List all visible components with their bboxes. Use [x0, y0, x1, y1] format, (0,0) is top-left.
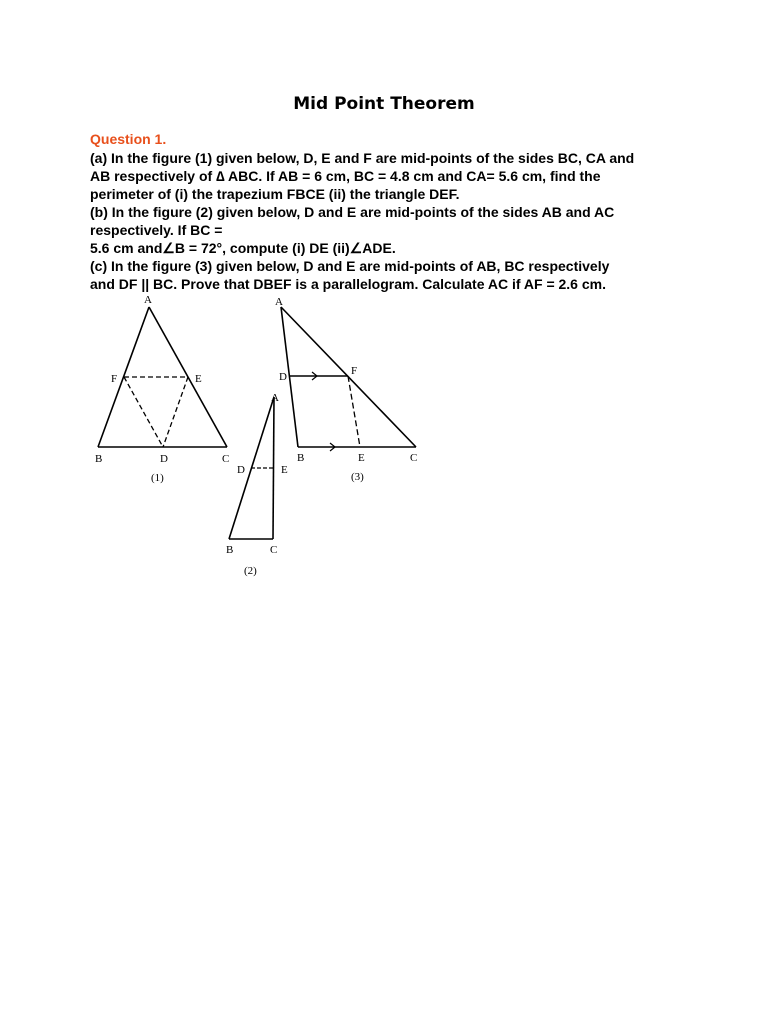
fig3-label-b: B [297, 452, 305, 464]
figure-2 [229, 397, 274, 539]
figure-3 [281, 307, 416, 451]
fig2-label-b: B [226, 544, 234, 556]
question-line: AB respectively of ∆ ABC. If AB = 6 cm, BC = 4.8 cm and CA= 5.6 cm, find the [90, 168, 601, 184]
fig3-label-c: C [410, 452, 418, 464]
fig2-label-d: D [237, 464, 245, 476]
question-line: respectively. If BC = [90, 222, 223, 238]
fig3-label-f: F [351, 365, 358, 377]
fig3-label-a: A [275, 296, 283, 308]
question-line: (b) In the figure (2) given below, D and E are mid-points of the sides AB and AC [90, 204, 615, 220]
question-label: Question 1. [90, 131, 167, 147]
fig1-label-f: F [111, 373, 118, 385]
fig2-side-ac [273, 397, 274, 539]
fig1-dashed-ed [163, 377, 188, 447]
fig1-dashed-fd [124, 377, 163, 447]
figure-1 [98, 307, 227, 447]
fig2-label-a: A [271, 392, 279, 404]
fig1-caption: (1) [151, 472, 164, 484]
fig3-label-e: E [358, 452, 365, 464]
fig1-label-b: B [95, 453, 103, 465]
question-line: and DF || BC. Prove that DBEF is a parallelogram. Calculate AC if AF = 2.6 cm. [90, 276, 606, 292]
fig2-label-e: E [281, 464, 288, 476]
fig3-label-d: D [279, 371, 287, 383]
question-line: 5.6 cm and∠B = 72°, compute (i) DE (ii)∠ADE. [90, 240, 396, 256]
fig3-caption: (3) [351, 471, 364, 483]
question-line: perimeter of (i) the trapezium FBCE (ii) the triangle DEF. [90, 186, 460, 202]
fig1-label-e: E [195, 373, 202, 385]
document-title: Mid Point Theorem [293, 94, 475, 114]
fig2-label-c: C [270, 544, 278, 556]
fig1-label-c: C [222, 453, 230, 465]
question-line: (a) In the figure (1) given below, D, E and F are mid-points of the sides BC, CA and [90, 150, 635, 166]
fig1-label-a: A [144, 294, 152, 306]
fig1-label-d: D [160, 453, 168, 465]
fig2-caption: (2) [244, 565, 257, 577]
question-line: (c) In the figure (3) given below, D and E are mid-points of AB, BC respectively [90, 258, 610, 274]
